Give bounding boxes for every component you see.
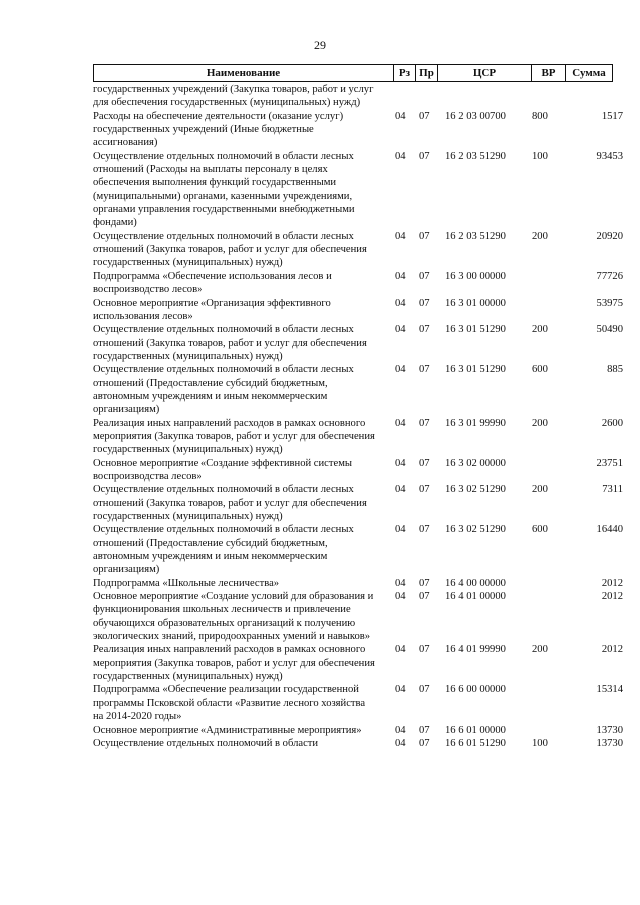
row-sum: 7311 (602, 484, 623, 496)
row-name: Расходы на обеспечение деятельности (оказание услуг) государственных учреждений (Иные бюджетные ассигнования) (93, 110, 344, 149)
row-sum: 885 (607, 364, 623, 376)
row-sum: 23751 (596, 457, 623, 469)
row-vr: 200 (532, 230, 548, 242)
header-vr: ВР (532, 65, 566, 81)
row-rz: 04 (395, 684, 406, 696)
row-csr: 16 2 03 51290 (445, 150, 506, 162)
row-rz: 04 (395, 591, 406, 603)
row-sum: 2012 (601, 644, 623, 656)
row-name: Реализация иных направлений расходов в рамках основного мероприятия (Закупка товаров, работ и услуг для обеспечения государственных (муниципальных) нужд) (93, 644, 375, 683)
row-pr: 07 (419, 484, 430, 496)
row-pr: 07 (419, 457, 430, 469)
row-sum: 13730 (596, 724, 623, 736)
row-pr: 07 (419, 591, 430, 603)
row-sum: 20920 (596, 230, 623, 242)
row-pr: 07 (419, 297, 430, 309)
table-row (93, 323, 623, 363)
row-pr: 07 (419, 737, 430, 749)
table-row (93, 457, 623, 484)
row-csr: 16 4 01 99990 (445, 644, 506, 656)
table-row (93, 724, 623, 737)
table-row (93, 417, 623, 457)
table-row (93, 483, 623, 523)
row-sum: 53975 (596, 297, 623, 309)
row-name: государственных учреждений (Закупка товаров, работ и услуг для обеспечения государственных (муниципальных) нужд) (93, 84, 374, 109)
table-row (93, 150, 623, 230)
row-rz: 04 (395, 577, 406, 589)
row-csr: 16 2 03 51290 (445, 230, 506, 242)
row-name: Осуществление отдельных полномочий в области лесных отношений (Предоставление субсидий бюджетным, автономным учреждениям и иным некоммерческим организациям) (93, 364, 354, 416)
row-csr: 16 3 01 00000 (445, 297, 506, 309)
row-name: Основное мероприятие «Организация эффективного использования лесов» (93, 297, 331, 322)
row-vr: 600 (532, 364, 548, 376)
row-rz: 04 (395, 297, 406, 309)
row-vr: 100 (532, 737, 548, 749)
row-csr: 16 3 01 51290 (445, 364, 506, 376)
row-pr: 07 (419, 684, 430, 696)
header-name: Наименование (94, 65, 394, 81)
row-csr: 16 6 01 51290 (445, 737, 506, 749)
row-pr: 07 (419, 644, 430, 656)
row-sum: 16440 (596, 524, 623, 536)
row-name: Подпрограмма «Обеспечение использования лесов и воспроизводство лесов» (93, 270, 332, 296)
row-csr: 16 3 02 51290 (445, 524, 506, 536)
row-sum: 13730 (596, 737, 623, 749)
table-row (93, 643, 623, 683)
header-pr: Пр (416, 65, 438, 81)
row-csr: 16 4 01 00000 (445, 591, 506, 603)
row-rz: 04 (395, 110, 406, 122)
row-name: Подпрограмма «Школьные лесничества» (93, 577, 280, 589)
row-rz: 04 (395, 230, 406, 242)
row-sum: 50490 (596, 324, 623, 336)
row-rz: 04 (395, 724, 406, 736)
row-pr: 07 (419, 524, 430, 536)
table-row (93, 297, 623, 324)
row-rz: 04 (395, 364, 406, 376)
table-header (93, 64, 613, 82)
table-row (93, 110, 623, 150)
row-pr: 07 (419, 324, 430, 336)
table-row (93, 683, 623, 723)
row-name: Осуществление отдельных полномочий в области лесных отношений (Закупка товаров, работ и услуг для обеспечения государственных (муниципальных) нужд) (93, 484, 367, 522)
row-vr: 200 (532, 484, 548, 496)
row-name: Основное мероприятие «Административные мероприятия» (93, 724, 362, 736)
row-name: Реализация иных направлений расходов в рамках основного мероприятия (Закупка товаров, работ и услуг для обеспечения государственных (муниципальных) нужд) (93, 417, 375, 456)
table-row (93, 363, 623, 416)
row-vr: 800 (532, 110, 548, 122)
row-vr: 200 (532, 324, 548, 336)
table-row (93, 270, 623, 297)
row-pr: 07 (419, 364, 430, 376)
row-rz: 04 (395, 524, 406, 536)
row-sum: 2012 (601, 591, 623, 603)
row-rz: 04 (395, 457, 406, 469)
row-name: Осуществление отдельных полномочий в области лесных отношений (Закупка товаров, работ и услуг для обеспечения государственных (муниципальных) нужд) (93, 230, 367, 269)
row-csr: 16 3 02 51290 (445, 484, 506, 496)
row-sum: 77726 (596, 270, 623, 282)
row-name: Основное мероприятие «Создание эффективной системы воспроизводства лесов» (93, 457, 353, 482)
row-vr: 100 (532, 150, 548, 162)
row-csr: 16 3 01 99990 (445, 417, 506, 429)
row-pr: 07 (419, 150, 430, 162)
row-csr: 16 3 02 00000 (445, 457, 506, 469)
row-rz: 04 (395, 150, 406, 162)
row-pr: 07 (419, 230, 430, 242)
header-rz: Рз (394, 65, 416, 81)
row-rz: 04 (395, 484, 406, 496)
row-sum: 2600 (601, 417, 623, 429)
table-row (93, 577, 623, 590)
row-name: Осуществление отдельных полномочий в области лесных отношений (Предоставление субсидий бюджетным, автономным учреждениям и иным некоммерческим организациям) (93, 524, 354, 576)
row-vr: 200 (532, 644, 548, 656)
row-csr: 16 2 03 00700 (445, 110, 506, 122)
row-pr: 07 (419, 577, 430, 589)
row-vr: 200 (532, 417, 548, 429)
row-sum: 1517 (601, 110, 623, 122)
row-rz: 04 (395, 644, 406, 656)
row-name: Осуществление отдельных полномочий в области лесных отношений (Закупка товаров, работ и услуг для обеспечения государственных (муниципальных) нужд) (93, 324, 367, 362)
header-csr: ЦСР (438, 65, 532, 81)
page-number: 29 (314, 38, 326, 52)
row-vr: 600 (532, 524, 548, 536)
row-pr: 07 (419, 724, 430, 736)
table-row (93, 737, 623, 750)
table-row (93, 230, 623, 270)
table-row (93, 83, 623, 110)
row-sum: 2012 (601, 577, 623, 589)
row-pr: 07 (419, 417, 430, 429)
row-rz: 04 (395, 417, 406, 429)
row-rz: 04 (395, 737, 406, 749)
row-pr: 07 (419, 110, 430, 122)
row-csr: 16 6 00 00000 (445, 684, 506, 696)
header-sum: Сумма (572, 67, 606, 79)
row-csr: 16 4 00 00000 (445, 577, 506, 589)
table-row (93, 590, 623, 643)
row-rz: 04 (395, 270, 406, 282)
row-csr: 16 6 01 00000 (445, 724, 506, 736)
row-csr: 16 3 01 51290 (445, 324, 506, 336)
row-pr: 07 (419, 270, 430, 282)
row-name: Подпрограмма «Обеспечение реализации государственной программы Псковской области «Развитие лесного хозяйства на 2014-2020 годы» (93, 684, 366, 723)
row-csr: 16 3 00 00000 (445, 270, 506, 282)
row-sum: 93453 (596, 150, 623, 162)
row-name: Осуществление отдельных полномочий в области (93, 737, 319, 749)
row-name: Основное мероприятие «Создание условий для образования и функционирования школьных лесничеств и привлечение обучающихся образовательных организаций к получению экологических знаний, природоохранных умений и навыков» (93, 591, 374, 643)
row-rz: 04 (395, 324, 406, 336)
table-body (93, 83, 623, 750)
row-sum: 15314 (596, 684, 623, 696)
row-name: Осуществление отдельных полномочий в области лесных отношений (Расходы на выплаты персоналу в целях обеспечения выполнения функций государственными (муниципальными) органами, казенными учреждениями, органами управления государственными внебюджетными фондами) (93, 150, 355, 229)
table-row (93, 523, 623, 576)
